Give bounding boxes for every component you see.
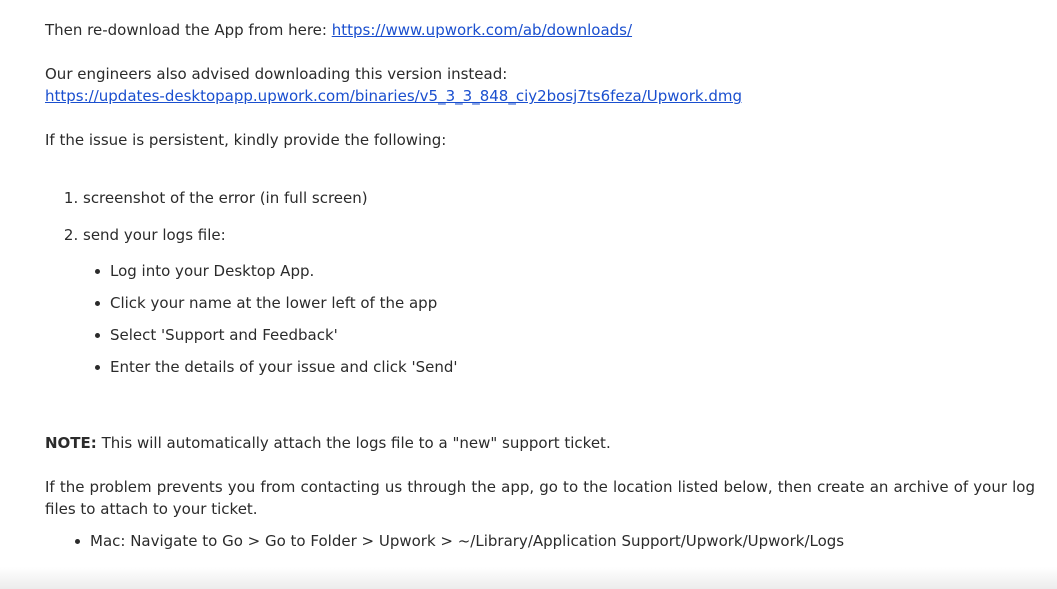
substep-enter-details: Enter the details of your issue and click 'Send' [110, 356, 1043, 378]
note-label: NOTE: [45, 434, 97, 452]
steps-list [45, 187, 1043, 388]
bottom-fade [0, 567, 1057, 589]
redownload-text: Then re-download the App from here: [45, 21, 332, 39]
substep-click-name: Click your name at the lower left of the app [110, 292, 1043, 314]
mac-path-list [45, 530, 844, 552]
redownload-line [45, 19, 632, 41]
note-line [45, 432, 611, 454]
engineers-advice [45, 63, 742, 107]
dmg-download-link[interactable]: https://updates-desktopapp.upwork.com/binaries/v5_3_3_848_ciy2bosj7ts6feza/Upwork.dmg [45, 87, 742, 105]
downloads-link[interactable]: https://www.upwork.com/ab/downloads/ [331, 21, 633, 39]
step-send-logs-label: send your logs file: [83, 226, 226, 244]
problem-paragraph: If the problem prevents you from contacting us through the app, go to the location listed below, then create an archive of your log files to attach to your ticket. [45, 478, 1035, 518]
substep-login: Log into your Desktop App. [110, 260, 1043, 282]
step-send-logs [83, 224, 1043, 378]
note-text: This will automatically attach the logs file to a "new" support ticket. [96, 434, 611, 452]
substep-support-feedback: Select 'Support and Feedback' [110, 324, 1043, 346]
engineers-text: Our engineers also advised downloading this version instead: [45, 65, 508, 83]
mac-path-item: Mac: Navigate to Go > Go to Folder > Upwork > ~/Library/Application Support/Upwork/Upwork/Logs [90, 532, 845, 550]
step-screenshot [83, 187, 1043, 209]
persistent-issue-text: If the issue is persistent, kindly provide the following: [45, 131, 447, 149]
step-screenshot-label: screenshot of the error (in full screen) [83, 189, 368, 207]
logs-substeps-list [83, 260, 1043, 378]
